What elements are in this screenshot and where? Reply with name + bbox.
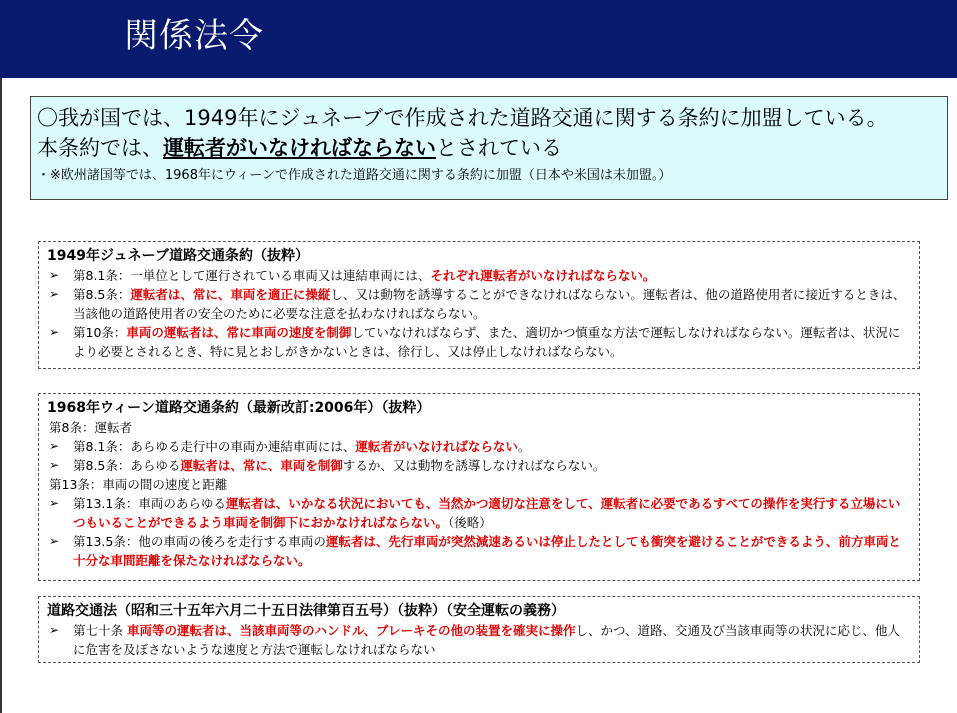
article-heading: 第13条：車両の間の速度と距離 (49, 477, 228, 492)
arrow-bullet-icon: ➢ (49, 496, 60, 510)
list-item (47, 494, 911, 532)
geneva-title: 1949年ジュネーブ道路交通条約（抜粋） (47, 248, 309, 264)
item-emphasis: 運転者は、常に、車両を適正に操縦 (130, 287, 331, 302)
header-bar (0, 0, 957, 78)
list-item (47, 437, 911, 456)
item-text-tail: し、かつ、道路、交通及び当該車両等の状況に応じ、他人に危害を及ぼさないような速度と方法で運転しなければならない (73, 623, 901, 657)
arrow-bullet-icon: ➢ (49, 268, 60, 282)
item-emphasis: 車両等の運転者は、当該車両等のハンドル、ブレーキその他の装置を確実に操作 (126, 623, 576, 638)
arrow-bullet-icon: ➢ (49, 623, 60, 637)
item-text: 第10条： (73, 325, 127, 340)
item-text-tail: 。 (517, 439, 531, 454)
item-text: 第8.1条：一単位として運行されている車両又は連結車両には、 (73, 268, 431, 283)
list-item (47, 323, 911, 361)
item-emphasis: 運転者は、いかなる状況においても、当然かつ適切な注意をして、運転者に必要であるすべての操作を実行する立場にいつもいることができるよう車両を制御下におかなければならない。 (73, 496, 901, 530)
road-traffic-act-box (38, 596, 920, 663)
intro-line-2-emphasis: 運転者がいなければならない (163, 136, 436, 160)
intro-line-2-prefix: 本条約では、 (37, 136, 163, 160)
item-emphasis: 運転者は、常に、車両を制御 (180, 458, 343, 473)
list-item (47, 266, 911, 285)
item-text-tail: し、又は動物を誘導することができなければならない。運転者は、他の道路使用者に接近するときは、当該他の道路使用者の安全のために必要な注意を払わなければならない。 (73, 287, 906, 321)
road-traffic-act-title: 道路交通法（昭和三十五年六月二十五日法律第百五号）（抜粋）（安全運転の義務） (47, 603, 565, 619)
intro-note: ・※欧州諸国等では、1968年にウィーンで作成された道路交通に関する条約に加盟（日本や米国は未加盟。） (37, 168, 672, 183)
intro-line-2-suffix: とされている (436, 136, 562, 160)
list-item (47, 532, 911, 570)
item-text: 第七十条 (73, 623, 127, 638)
item-text: 第13.1条：車両のあらゆる (73, 496, 226, 511)
item-emphasis: 運転者がいなければならない (355, 439, 518, 454)
item-text-tail: するか、又は動物を誘導しなければならない。 (342, 458, 606, 473)
vienna-convention-box (38, 393, 920, 581)
left-divider (0, 78, 2, 713)
list-item (47, 285, 911, 323)
arrow-bullet-icon: ➢ (49, 325, 60, 339)
item-text: 第8.1条：あらゆる走行中の車両か連結車両には、 (73, 439, 356, 454)
intro-line-1: 〇我が国では、1949年にジュネーブで作成された道路交通に関する条約に加盟している。 (37, 106, 888, 130)
page-title: 関係法令 (124, 16, 264, 56)
list-item (47, 621, 911, 659)
item-emphasis: 運転者は、先行車両が突然減速あるいは停止したとしても衝突を避けることができるよう、前方車両と十分な車間距離を保たなければならない。 (73, 534, 901, 568)
vienna-title: 1968年ウィーン道路交通条約（最新改訂:2006年）（抜粋） (47, 400, 431, 416)
intro-box (30, 96, 948, 200)
geneva-convention-box (38, 241, 920, 369)
arrow-bullet-icon: ➢ (49, 287, 60, 301)
item-emphasis: それぞれ運転者がいなければならない。 (430, 268, 656, 283)
item-text: 第8.5条： (73, 287, 131, 302)
item-text: 第8.5条：あらゆる (73, 458, 181, 473)
intro-line-2 (37, 133, 941, 163)
arrow-bullet-icon: ➢ (49, 534, 60, 548)
arrow-bullet-icon: ➢ (49, 458, 60, 472)
list-item (47, 456, 911, 475)
arrow-bullet-icon: ➢ (49, 439, 60, 453)
item-text-tail: していなければならず、また、適切かつ慎重な方法で運転しなければならない。運転者は、状況により必要とされるとき、特に見とおしがきかないときは、徐行し、又は停止しなければならない。 (73, 325, 901, 359)
item-emphasis: 車両の運転者は、常に車両の速度を制御 (126, 325, 352, 340)
item-text: 第13.5条：他の車両の後ろを走行する車両の (73, 534, 326, 549)
item-text-tail: （後略） (448, 515, 492, 530)
article-heading: 第8条：運転者 (49, 420, 132, 435)
